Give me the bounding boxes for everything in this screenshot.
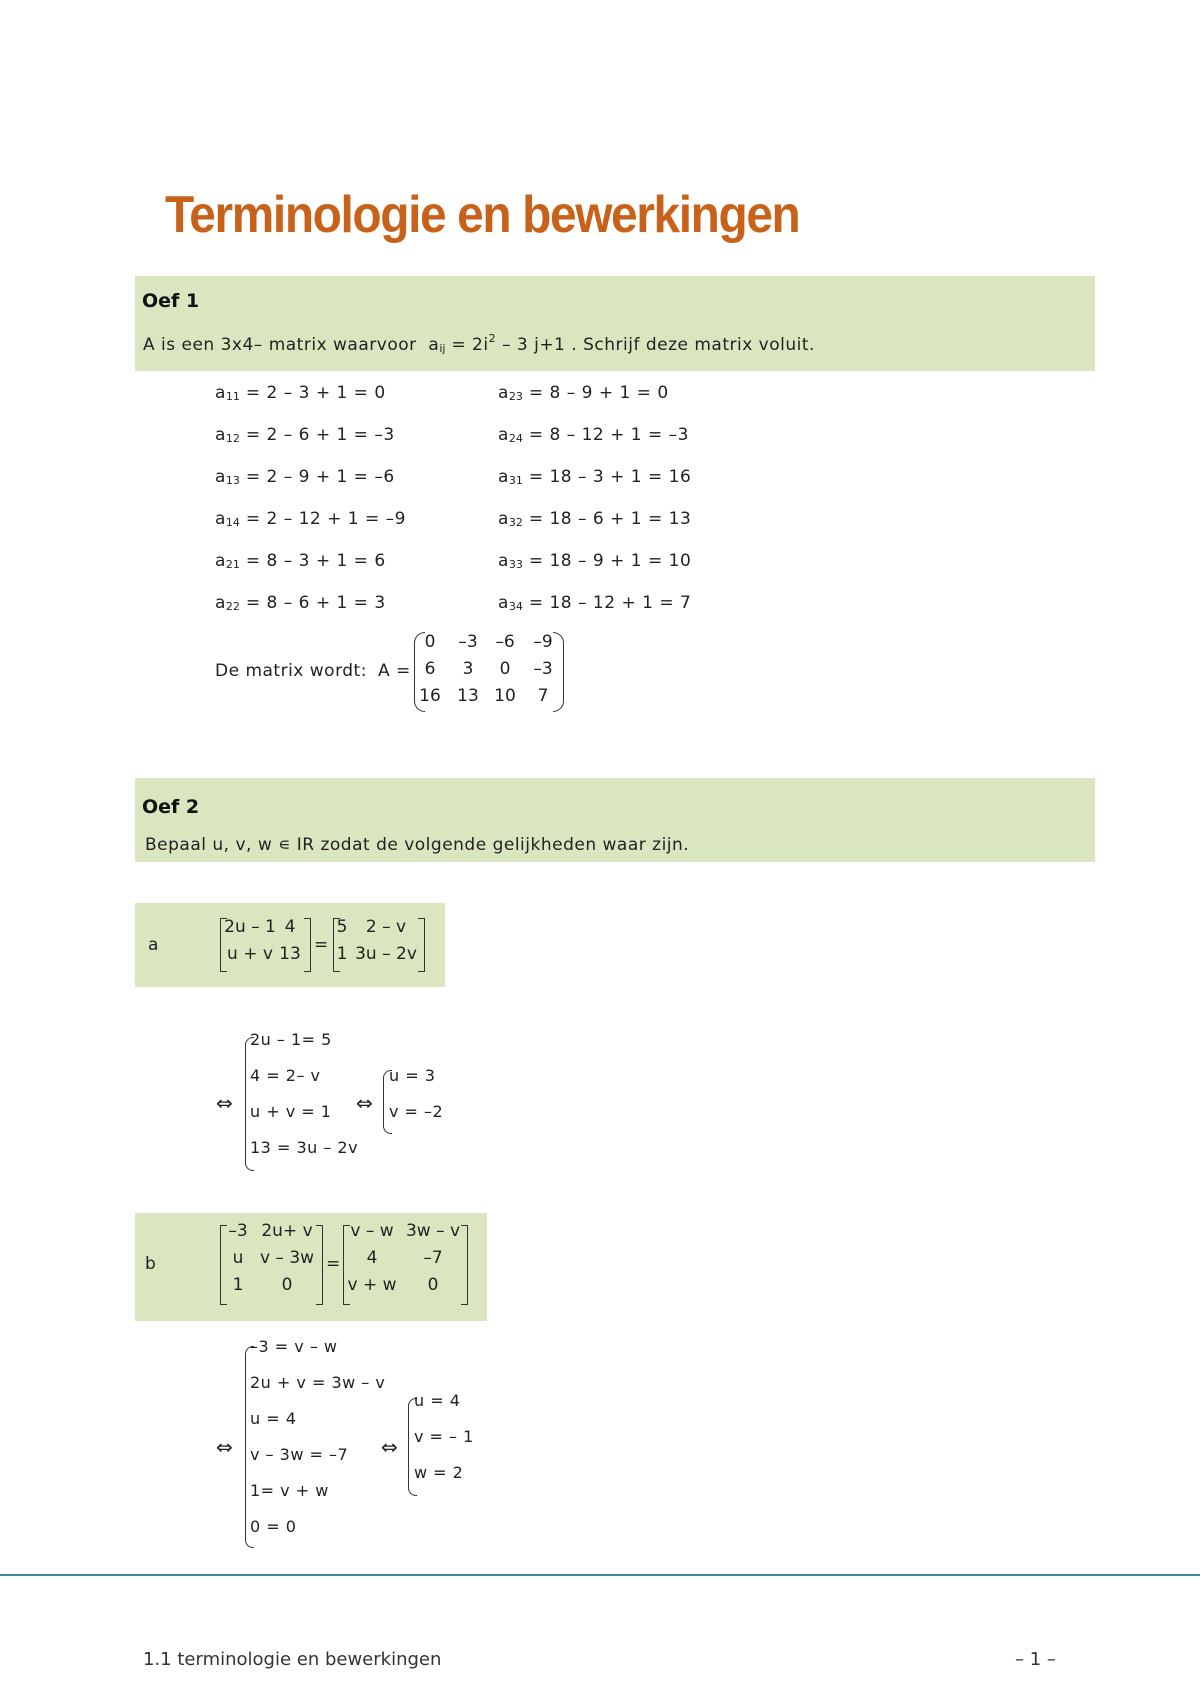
part-a-rhs-cell: 1 [336, 944, 348, 964]
part-a-arrow-2: ⇔ [356, 1091, 374, 1115]
matrix-result-lhs: A = [378, 661, 411, 681]
part-b-equation: v – 3w = –7 [250, 1445, 349, 1464]
part-a-lhs-cell: u + v [227, 944, 273, 964]
part-b-equation: 0 = 0 [250, 1517, 297, 1536]
element-computation [498, 425, 689, 445]
element-index: 31 [508, 474, 523, 487]
part-b-rhs-cell: v – w [350, 1221, 394, 1241]
part-b-lhs-cell: v – 3w [259, 1248, 315, 1268]
prompt-instruction: Schrijf deze matrix voluit. [583, 335, 815, 355]
element-symbol: a [498, 593, 509, 613]
element-expression: = 8 – 9 + 1 = 0 [522, 383, 669, 403]
element-index: 13 [225, 474, 240, 487]
element-computation [498, 551, 691, 571]
element-index: 23 [508, 390, 523, 403]
part-a-equation: 13 = 3u – 2v [250, 1138, 359, 1157]
element-index: 22 [225, 600, 240, 613]
part-b-lhs-cell: 1 [232, 1275, 244, 1295]
exercise-2-label: Oef 2 [142, 796, 200, 818]
result-matrix-cell: 0 [424, 632, 436, 652]
part-a-equation: 4 = 2– v [250, 1066, 321, 1085]
element-expression: = 18 – 6 + 1 = 13 [522, 509, 692, 529]
element-index: 12 [225, 432, 240, 445]
footer-divider [0, 1574, 1200, 1576]
element-symbol: a [498, 383, 509, 403]
element-computation [215, 551, 386, 571]
result-matrix-cell: 16 [419, 686, 441, 706]
element-expression: = 18 – 12 + 1 = 7 [522, 593, 692, 613]
element-computation [498, 593, 691, 613]
element-symbol: a [215, 425, 226, 445]
result-matrix-cell: 6 [424, 659, 436, 679]
element-expression: = 8 – 6 + 1 = 3 [239, 593, 386, 613]
part-a-arrow-1: ⇔ [216, 1091, 234, 1115]
result-matrix-cell: 0 [499, 659, 511, 679]
result-matrix-cell: –9 [533, 632, 553, 652]
part-b-solution-line: w = 2 [414, 1463, 464, 1482]
element-symbol: a [498, 509, 509, 529]
element-expression: = 2 – 12 + 1 = –9 [239, 509, 406, 529]
element-computation [215, 593, 386, 613]
element-index: 34 [508, 600, 523, 613]
part-b-equation: 1= v + w [250, 1481, 329, 1500]
part-b-equation: u = 4 [250, 1409, 297, 1428]
element-computation [498, 383, 669, 403]
element-symbol: a [498, 551, 509, 571]
part-b-lhs-cell: 0 [281, 1275, 293, 1295]
part-b-lhs-cell: u [232, 1248, 244, 1268]
part-a-rhs-cell: 3u – 2v [355, 944, 417, 964]
part-b-solution-line: v = – 1 [414, 1427, 474, 1446]
element-index: 32 [508, 516, 523, 529]
exercise-1-header [135, 276, 1095, 371]
element-symbol: a [215, 509, 226, 529]
element-expression: = 2 – 9 + 1 = –6 [239, 467, 395, 487]
element-index: 33 [508, 558, 523, 571]
part-b-equation: 2u + v = 3w – v [250, 1373, 386, 1392]
result-matrix-cell: –3 [533, 659, 553, 679]
element-expression: = 8 – 12 + 1 = –3 [522, 425, 689, 445]
element-computation [215, 383, 386, 403]
part-b-solution-line: u = 4 [414, 1391, 461, 1410]
part-b-label: b [145, 1254, 157, 1274]
page-title: Terminologie en bewerkingen [165, 186, 800, 244]
result-matrix-cell: 7 [537, 686, 549, 706]
part-b-equation: –3 = v – w [250, 1337, 338, 1356]
result-matrix-cell: 3 [462, 659, 474, 679]
part-b-rhs-cell: v + w [347, 1275, 397, 1295]
element-symbol: a [215, 551, 226, 571]
prompt-formula: aij = $2i^2 - 3$ j+1 . [428, 332, 578, 355]
element-index: 24 [508, 432, 523, 445]
part-b-arrow-2: ⇔ [381, 1435, 399, 1459]
exercise-1-label: Oef 1 [142, 290, 200, 312]
part-b-rhs-cell: 0 [427, 1275, 439, 1295]
element-symbol: a [498, 425, 509, 445]
result-matrix-cell: –3 [458, 632, 478, 652]
element-expression: = 8 – 3 + 1 = 6 [239, 551, 386, 571]
part-b-lhs-cell: 2u+ v [261, 1221, 313, 1241]
prompt-text: A is een 3x4– matrix waarvoor [143, 335, 417, 355]
part-b-rhs-cell: 4 [366, 1248, 378, 1268]
element-expression: = 18 – 3 + 1 = 16 [522, 467, 692, 487]
footer-page-number: – 1 – [1015, 1649, 1056, 1670]
element-index: 11 [225, 390, 240, 403]
part-b-lhs-cell: –3 [228, 1221, 248, 1241]
element-computation [215, 509, 406, 529]
element-expression: = 2 – 6 + 1 = –3 [239, 425, 395, 445]
element-computation [498, 467, 691, 487]
part-a-lhs-cell: 2u – 1 [224, 917, 276, 937]
exercise-1-prompt [143, 332, 815, 355]
element-symbol: a [498, 467, 509, 487]
part-b-rhs-cell: 3w – v [405, 1221, 461, 1241]
element-computation [215, 467, 395, 487]
element-expression: = 18 – 9 + 1 = 10 [522, 551, 692, 571]
element-expression: = 2 – 3 + 1 = 0 [239, 383, 386, 403]
element-symbol: a [215, 467, 226, 487]
footer-chapter: 1.1 terminologie en bewerkingen [143, 1649, 442, 1670]
part-a-equation: 2u – 1= 5 [250, 1030, 332, 1049]
part-b-rhs-cell: –7 [423, 1248, 443, 1268]
element-index: 21 [225, 558, 240, 571]
matrix-result-label: De matrix wordt: [215, 661, 367, 681]
part-b-arrow-1: ⇔ [216, 1435, 234, 1459]
part-b-equals: = [326, 1254, 341, 1274]
element-computation [215, 425, 395, 445]
element-index: 14 [225, 516, 240, 529]
part-a-rhs-cell: 2 – v [365, 917, 407, 937]
part-a-lhs-cell: 4 [284, 917, 296, 937]
part-a-rhs-cell: 5 [336, 917, 348, 937]
element-symbol: a [215, 593, 226, 613]
part-a-solution-line: u = 3 [389, 1066, 436, 1085]
element-symbol: a [215, 383, 226, 403]
part-a-label: a [148, 935, 159, 955]
result-matrix-cell: 10 [494, 686, 516, 706]
result-matrix-cell: –6 [495, 632, 515, 652]
exercise-2-prompt: Bepaal u, v, w ∊ IR zodat de volgende gelijkheden waar zijn. [145, 835, 690, 855]
element-computation [498, 509, 691, 529]
part-a-solution-line: v = –2 [389, 1102, 444, 1121]
part-a-equation: u + v = 1 [250, 1102, 332, 1121]
part-a-lhs-cell: 13 [279, 944, 301, 964]
result-matrix-cell: 13 [457, 686, 479, 706]
part-a-equals: = [314, 935, 329, 955]
